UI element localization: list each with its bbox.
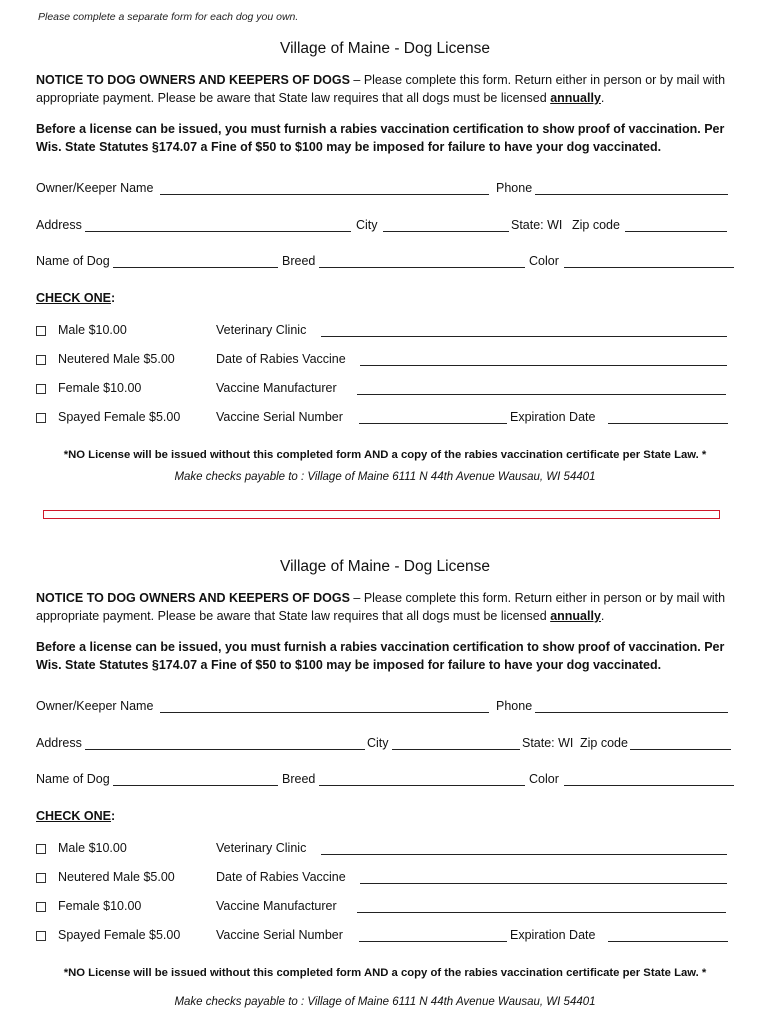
dog-name-label: Name of Dog: [36, 254, 110, 268]
expiration-label: Expiration Date: [510, 928, 596, 942]
city-label: City: [367, 736, 389, 750]
notice-text: – Please complete this form. Return either in person or by mail with appropriate payment. Please be aware that State law requires that all dogs must be licensed: [36, 73, 726, 105]
notice-paragraph: [36, 589, 736, 625]
breed-label: Breed: [282, 254, 316, 268]
breed-field[interactable]: [319, 785, 525, 786]
serial-number-field[interactable]: [359, 941, 507, 942]
check-one-label: CHECK ONE: [36, 291, 112, 305]
expiration-field[interactable]: [608, 423, 728, 424]
notice-paragraph: [36, 71, 736, 107]
rabies-date-field[interactable]: [360, 883, 727, 884]
vet-clinic-label: Veterinary Clinic: [216, 841, 307, 855]
notice-text: – Please complete this form. Return either in person or by mail with appropriate payment. Please be aware that State law requires that all dogs must be licensed: [36, 591, 726, 623]
city-field[interactable]: [383, 231, 509, 232]
vet-clinic-label: Veterinary Clinic: [216, 323, 307, 337]
notice-end: .: [600, 91, 605, 105]
expiration-label: Expiration Date: [510, 410, 596, 424]
license-form-2: [0, 518, 770, 1018]
manufacturer-label: Vaccine Manufacturer: [216, 899, 337, 913]
form-title: Village of Maine - Dog License: [280, 558, 490, 575]
state-label: State: WI: [511, 218, 563, 232]
dog-name-field[interactable]: [113, 267, 278, 268]
option-female: Female $10.00: [58, 381, 142, 395]
address-field[interactable]: [85, 231, 351, 232]
owner-name-field[interactable]: [160, 712, 489, 713]
zip-label: Zip code: [572, 218, 620, 232]
zip-field[interactable]: [625, 231, 727, 232]
option-female: Female $10.00: [58, 899, 142, 913]
top-note: Please complete a separate form for each dog you own.: [38, 11, 299, 23]
female-checkbox[interactable]: [36, 384, 46, 394]
male-checkbox[interactable]: [36, 844, 46, 854]
notice-emphasis: annually: [550, 609, 601, 623]
manufacturer-label: Vaccine Manufacturer: [216, 381, 337, 395]
zip-label: Zip code: [580, 736, 628, 750]
spayed-female-checkbox[interactable]: [36, 413, 46, 423]
check-one-heading: [36, 291, 115, 305]
phone-label: Phone: [496, 181, 533, 195]
rabies-date-label: Date of Rabies Vaccine: [216, 870, 346, 884]
option-male: Male $10.00: [58, 323, 127, 337]
owner-name-field[interactable]: [160, 194, 489, 195]
rabies-notice: Before a license can be issued, you must furnish a rabies vaccination certification to show proof of vaccination. Per Wis. State Statutes §174.07 a Fine of $50 to $100 may be imposed for failure to have your dog vaccinated.: [36, 122, 725, 154]
male-checkbox[interactable]: [36, 326, 46, 336]
address-field[interactable]: [85, 749, 365, 750]
owner-label: Owner/Keeper Name: [36, 181, 154, 195]
zip-field[interactable]: [630, 749, 731, 750]
phone-field[interactable]: [535, 712, 728, 713]
expiration-field[interactable]: [608, 941, 728, 942]
serial-number-label: Vaccine Serial Number: [216, 928, 343, 942]
address-label: Address: [36, 218, 82, 232]
notice-emphasis: annually: [550, 91, 601, 105]
check-one-label: CHECK ONE: [36, 809, 112, 823]
option-neutered-male: Neutered Male $5.00: [58, 352, 175, 366]
serial-number-label: Vaccine Serial Number: [216, 410, 343, 424]
option-male: Male $10.00: [58, 841, 127, 855]
make-checks-note: Make checks payable to : Village of Maine 6111 N 44th Avenue Wausau, WI 54401: [174, 996, 596, 1008]
check-one-colon: :: [111, 809, 116, 823]
female-checkbox[interactable]: [36, 902, 46, 912]
notice-heading: NOTICE TO DOG OWNERS AND KEEPERS OF DOGS: [36, 73, 350, 87]
spayed-female-checkbox[interactable]: [36, 931, 46, 941]
serial-number-field[interactable]: [359, 423, 507, 424]
phone-field[interactable]: [535, 194, 728, 195]
breed-field[interactable]: [319, 267, 525, 268]
rabies-date-field[interactable]: [360, 365, 727, 366]
color-field[interactable]: [564, 785, 734, 786]
city-field[interactable]: [392, 749, 520, 750]
check-one-heading: [36, 809, 115, 823]
neutered-male-checkbox[interactable]: [36, 873, 46, 883]
notice-heading: NOTICE TO DOG OWNERS AND KEEPERS OF DOGS: [36, 591, 350, 605]
vet-clinic-field[interactable]: [321, 336, 727, 337]
vet-clinic-field[interactable]: [321, 854, 727, 855]
form-title: Village of Maine - Dog License: [280, 40, 490, 57]
dog-name-field[interactable]: [113, 785, 278, 786]
license-form-1: [0, 0, 770, 500]
phone-label: Phone: [496, 699, 533, 713]
color-label: Color: [529, 254, 559, 268]
option-spayed-female: Spayed Female $5.00: [58, 410, 181, 424]
manufacturer-field[interactable]: [357, 912, 726, 913]
rabies-notice: Before a license can be issued, you must furnish a rabies vaccination certification to show proof of vaccination. Per Wis. State Statutes §174.07 a Fine of $50 to $100 may be imposed for failure to have your dog vaccinated.: [36, 640, 725, 672]
no-license-warning: *NO License will be issued without this completed form AND a copy of the rabies vaccination certificate per State Law. *: [63, 967, 707, 979]
option-neutered-male: Neutered Male $5.00: [58, 870, 175, 884]
dog-name-label: Name of Dog: [36, 772, 110, 786]
option-spayed-female: Spayed Female $5.00: [58, 928, 181, 942]
address-label: Address: [36, 736, 82, 750]
neutered-male-checkbox[interactable]: [36, 355, 46, 365]
state-label: State: WI: [522, 736, 574, 750]
owner-label: Owner/Keeper Name: [36, 699, 154, 713]
check-one-colon: :: [111, 291, 116, 305]
make-checks-note: Make checks payable to : Village of Maine 6111 N 44th Avenue Wausau, WI 54401: [174, 471, 596, 483]
city-label: City: [356, 218, 378, 232]
color-label: Color: [529, 772, 559, 786]
notice-end: .: [600, 609, 605, 623]
breed-label: Breed: [282, 772, 316, 786]
manufacturer-field[interactable]: [357, 394, 726, 395]
color-field[interactable]: [564, 267, 734, 268]
rabies-date-label: Date of Rabies Vaccine: [216, 352, 346, 366]
no-license-warning: *NO License will be issued without this completed form AND a copy of the rabies vaccination certificate per State Law. *: [63, 449, 707, 461]
